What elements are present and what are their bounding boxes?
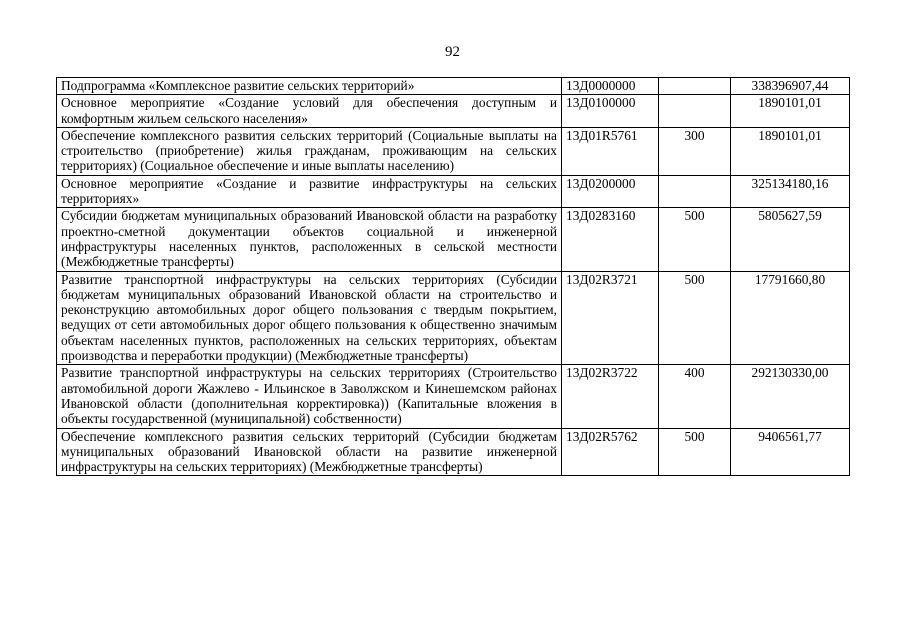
row-amount: 1890101,01: [731, 95, 850, 128]
table-row: [57, 127, 850, 175]
row-expense-type: 300: [659, 127, 731, 175]
row-amount: 1890101,01: [731, 127, 850, 175]
row-name: Развитие транспортной инфраструктуры на сельских территориях (Субсидии бюджетам муниципальных образований Ивановской области на строительство и реконструкцию автомобильных дорог общего пользования с твердым покрытием, ведущих от сети автомобильных дорог общего пользования к общественно значимым объектам населенных пунктов, расположенных на сельских территориях, объектам производства и переработки продукции) (Межбюджетные трансферты): [57, 271, 562, 365]
row-amount: 292130330,00: [731, 365, 850, 428]
budget-table: [56, 77, 850, 476]
row-expense-type: [659, 78, 731, 95]
table-row: [57, 175, 850, 208]
row-name: Развитие транспортной инфраструктуры на сельских территориях (Строительство автомобильной дороги Жажлево - Ильинское в Заволжском и Кинешемском районах Ивановской области (дополнительная корректировка)) (Капитальные вложения в объекты государственной (муниципальной) собственности): [57, 365, 562, 428]
table-row: [57, 95, 850, 128]
table-row: [57, 428, 850, 476]
row-code: 13Д02R5762: [562, 428, 659, 476]
row-expense-type: 500: [659, 208, 731, 271]
row-code: 13Д0100000: [562, 95, 659, 128]
row-name: Обеспечение комплексного развития сельских территорий (Субсидии бюджетам муниципальных образований Ивановской области на развитие инженерной инфраструктуры на сельских территориях) (Межбюджетные трансферты): [57, 428, 562, 476]
row-amount: 5805627,59: [731, 208, 850, 271]
row-amount: 325134180,16: [731, 175, 850, 208]
row-name: Обеспечение комплексного развития сельских территорий (Социальные выплаты на строительство (приобретение) жилья гражданам, проживающим на сельских территориях) (Социальное обеспечение и иные выплаты населению): [57, 127, 562, 175]
row-name: Основное мероприятие «Создание и развитие инфраструктуры на сельских территориях»: [57, 175, 562, 208]
row-code: 13Д01R5761: [562, 127, 659, 175]
row-name: Субсидии бюджетам муниципальных образований Ивановской области на разработку проектно-сметной документации объектов социальной и инженерной инфраструктуры населенных пунктов, расположенных в сельской местности (Межбюджетные трансферты): [57, 208, 562, 271]
table-row: [57, 271, 850, 365]
row-code: 13Д0000000: [562, 78, 659, 95]
row-code: 13Д0200000: [562, 175, 659, 208]
table-row: [57, 365, 850, 428]
row-name: Подпрограмма «Комплексное развитие сельских территорий»: [57, 78, 562, 95]
table-row: [57, 208, 850, 271]
row-code: 13Д0283160: [562, 208, 659, 271]
row-expense-type: [659, 175, 731, 208]
row-expense-type: 500: [659, 428, 731, 476]
page-number: 92: [445, 44, 460, 60]
row-expense-type: [659, 95, 731, 128]
row-code: 13Д02R3722: [562, 365, 659, 428]
row-amount: 17791660,80: [731, 271, 850, 365]
row-amount: 338396907,44: [731, 78, 850, 95]
row-expense-type: 400: [659, 365, 731, 428]
row-code: 13Д02R3721: [562, 271, 659, 365]
table-row: [57, 78, 850, 95]
row-name: Основное мероприятие «Создание условий для обеспечения доступным и комфортным жильем сельского населения»: [57, 95, 562, 128]
row-amount: 9406561,77: [731, 428, 850, 476]
row-expense-type: 500: [659, 271, 731, 365]
